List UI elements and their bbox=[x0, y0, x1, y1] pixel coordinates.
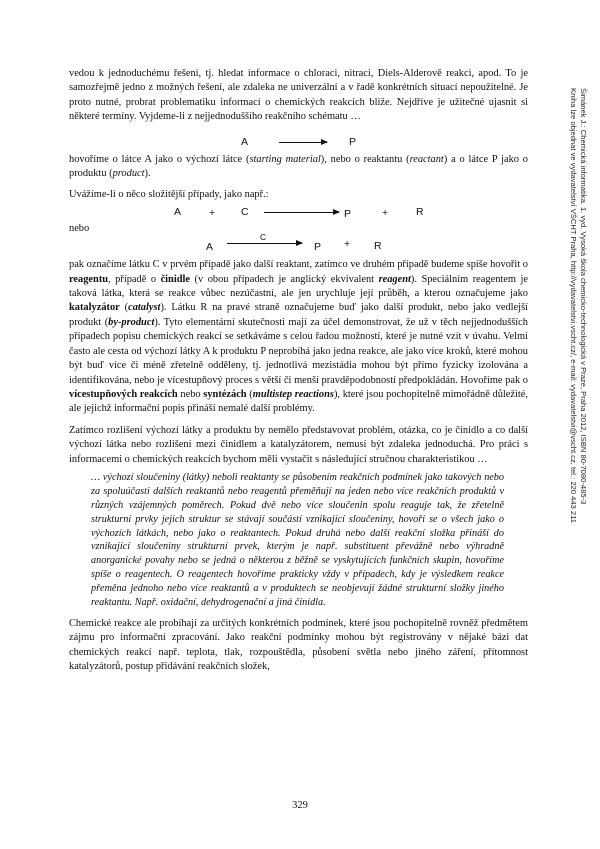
copyright-sidebar bbox=[568, 88, 588, 568]
reaction-arrow bbox=[279, 142, 327, 143]
term-reactant: reactant bbox=[409, 153, 444, 165]
reaction-scheme-1 bbox=[69, 131, 528, 153]
paragraph-distinction: Zatímco rozlišení výchozí látky a produktu by nemělo představovat problém, otázka, co je činidlo a co další výchozí látka nebo rozlišení mezi činidlem a katalyzátorem, nemusí být zdaleka jednoduchá. Pro práci s informacemi o chemických reakcích bychom měli vystačit s následující stručnou charakteristikou … bbox=[69, 424, 528, 465]
text: ). Látku R na pravé straně označujeme buď jako další produkt, nebo jako vedlejší produkt ( bbox=[69, 302, 528, 328]
term-synteza: syntézách bbox=[203, 388, 247, 400]
text: ( bbox=[119, 302, 129, 314]
term-starting-material: starting material bbox=[249, 153, 321, 165]
term-by-product-en: by-product bbox=[108, 316, 155, 328]
reaction-arrow bbox=[264, 212, 339, 213]
label-nebo: nebo bbox=[69, 222, 90, 234]
page-number: 329 bbox=[292, 800, 308, 811]
text: , případě o bbox=[108, 273, 161, 285]
scheme3-product-p: P bbox=[314, 241, 322, 254]
term-catalyst-en: catalyst bbox=[128, 302, 161, 314]
reaction-scheme-3 bbox=[69, 232, 528, 256]
scheme2-product-p: P bbox=[344, 207, 352, 220]
text: ) a o látce P jako o produktu ( bbox=[69, 153, 528, 180]
text: ). Speciálním reagentem je taková látka, která se reakce vůbec nezúčastní, ale jen urychluje její průběh, a kterou označujeme jako bbox=[69, 273, 528, 300]
term-reagent: reagentu bbox=[69, 273, 109, 285]
paragraph-reagents bbox=[69, 258, 528, 416]
reaction-scheme-2 bbox=[69, 203, 528, 223]
scheme2-plus: + bbox=[382, 206, 389, 219]
scheme2-reactant-c: C bbox=[241, 205, 249, 218]
scheme3-catalyst-c: C bbox=[260, 232, 267, 243]
scheme3-reactant-a: A bbox=[206, 241, 214, 254]
text: nebo bbox=[177, 388, 204, 400]
term-product: product bbox=[112, 168, 145, 180]
paragraph-intro: vedou k jednoduchému řešení, tj. hledat informace o chloraci, nitraci, Diels-Alderově reakci, apod. To je samozřejmě jedno z možných řešení, ale zdaleka ne univerzální a v řadě konkrétních situací nepoužitelné. Je proto nutné, probrat problematiku informací o chemických reakcích blíže. Nejdříve je užitečné ujasnit si některé termíny. Vyjdeme-li z nejjednoduššího reakčního schématu … bbox=[69, 68, 528, 123]
scheme2-product-r: R bbox=[416, 205, 424, 218]
term-katalyzator: katalyzátor bbox=[69, 302, 120, 314]
text: (v obou případech je anglický ekvivalent bbox=[190, 273, 379, 285]
characterization-quote: … výchozí sloučeniny (látky) neboli reaktanty se působením reakčních podmínek jako takových nebo za spoluúčasti dalších reaktantů nebo reagentů přeměňují na jeden nebo více reakčních produktů v různých vzájemných poměrech. Pokud dvě nebo více sloučenin spolu reaguje tak, že zřetelně strukturní prvky jejich struktur se stávají součástí vznikající sloučeniny, hovoří se o všech jako o výchozích látkách, nebo jako o reaktantech. Pokud druhá nebo další reakční složka přináší do vznikající sloučeniny strukturní prvek, kterým je např. substituent převážně nebo výhradně anorganické povahy nebo se jedná o některou z běžně se vyskytujících funkčních skupin, hovoříme spíše o reagentech. O reagentech hovoříme prakticky vždy v případech, kdy je výsledkem reakce přeměna jednoho nebo více reaktantů a v produktech se neobjevují žádné strukturní složky jiného reaktantu. Např. oxidační, dehydrogenační a jiná činidla. bbox=[91, 471, 504, 609]
term-cinidlo: činidle bbox=[160, 273, 191, 285]
term-reagent-en: reagent bbox=[378, 273, 411, 285]
scheme1-product: P bbox=[349, 135, 357, 148]
scheme1-reactant: A bbox=[241, 135, 249, 148]
page-body bbox=[69, 67, 528, 675]
term-multistep-reactions-en: multistep reactions bbox=[252, 388, 334, 400]
sidebar-citation: Šimánek J.: Chemická informatika. 1. vyd. Vysoká škola chemicko-technologická v Praze, Praha 2012, ISBN 80-7080-485-3 bbox=[579, 88, 588, 505]
text: ), které jsou pochopitelně mimořádně důležité, ale jejichž informační popis přináší nemalé další problémy. bbox=[69, 388, 528, 415]
text: ( bbox=[246, 388, 253, 400]
paragraph-definitions bbox=[69, 153, 528, 182]
text: ). Tyto elementární skutečnosti mají za účel demonstrovat, že už v těch nejjednodušších případech popisu chemických reakcí se setkáváme s celou řadou možností, které je nutné vzít v úvahu. Velmi často ale cesta od výchozí látky A k produktu P neprobíhá jako jedna reakce, ale jako více kroků, které mohou být buď více či méně zřetelně odděleny, tj. jednotlivá mezistádia mohou být přímo fyzicky izolována a identifikována, nebo je vícestupňový proces s větší či menší pravděpodobností předpokládán. Hovoříme pak o bbox=[69, 316, 528, 386]
text: ). bbox=[144, 168, 151, 180]
text: ), nebo o reaktantu ( bbox=[320, 153, 410, 165]
paragraph-complex-cases: Uvážíme-li o něco složitější případy, jako např.: bbox=[69, 189, 269, 201]
paragraph-conditions: Chemické reakce ale probíhají za určitých konkrétních podmínek, které jsou pochopitelně rovněž předmětem zájmu pro informační zpracování. Jako reakční podmínky mohou být registrovány v nějaké bázi dat chemických reakcí např. teplota, tlak, rozpouštědla, působení světla nebo jiného záření, přítomnost katalyzátorů, postup přidávání reakčních složek, bbox=[69, 618, 528, 673]
scheme2-reactant-a: A bbox=[174, 205, 182, 218]
reaction-arrow bbox=[227, 243, 302, 244]
scheme3-plus: + bbox=[344, 238, 351, 251]
term-vicestupnove-reakce: vícestupňových reakcích bbox=[69, 388, 178, 400]
text: hovoříme o látce A jako o výchozí látce ( bbox=[69, 153, 250, 165]
sidebar-order-info: Kniha lze objednat ve vydavatelství VŠCHT Praha, http://vydavatelstvi.vscht.cz/, e-mail: vydavatelstvi@vscht.cz, tel.: 220 443 211 bbox=[569, 88, 578, 523]
scheme3-product-r: R bbox=[374, 240, 382, 253]
text: pak označíme látku C v prvém případě jako další reaktant, zatímco ve druhém případě budeme spíše hovořit o bbox=[69, 259, 528, 271]
scheme2-plus: + bbox=[209, 206, 216, 219]
